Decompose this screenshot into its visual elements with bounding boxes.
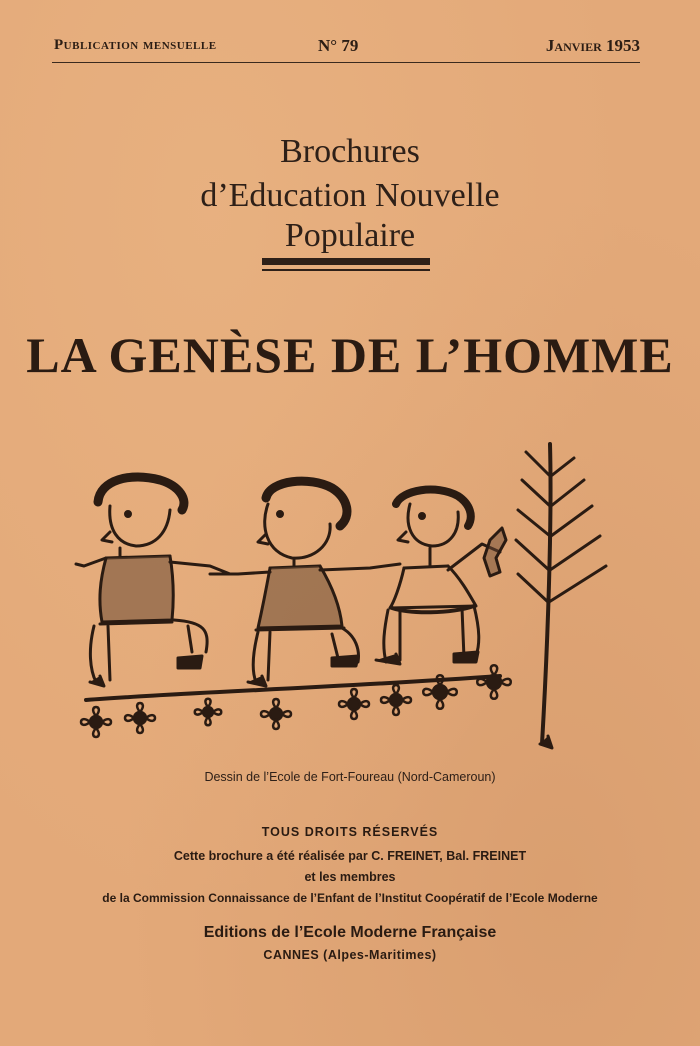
brochure-title: LA GENÈSE DE L’HOMME (26, 327, 674, 383)
decorative-rule (262, 258, 430, 265)
child-figure-2 (210, 481, 400, 686)
child-figure-3 (376, 490, 506, 664)
issue-date: Janvier 1953 (545, 36, 640, 55)
series-title-line-3: Populaire (284, 217, 416, 254)
series-title-line-1: Brochures (280, 133, 420, 170)
rights-reserved-notice: TOUS DROITS RÉSERVÉS (261, 825, 439, 839)
tree-drawing (516, 444, 606, 748)
issue-number: N° 79 (318, 36, 359, 55)
publisher-city: CANNES (Alpes-Maritimes) (263, 948, 437, 962)
publisher-name: Editions de l’Ecole Moderne Française (203, 924, 497, 941)
decorative-rule-thin (262, 269, 430, 271)
commission-line: de la Commission Connaissance de l’Enfant de l’Institut Coopératif de l’Ecole Moderne (102, 891, 598, 905)
flower-row (81, 665, 511, 737)
child-figure-1 (76, 477, 230, 686)
series-title-line-2: d’Education Nouvelle (200, 177, 500, 214)
periodicity-label: Publication mensuelle (54, 37, 217, 53)
child-drawing-illustration (70, 440, 630, 760)
publication-header (52, 36, 640, 63)
members-line: et les membres (304, 870, 396, 884)
illustration-caption: Dessin de l’Ecole de Fort-Foureau (Nord-Cameroun) (204, 770, 496, 784)
authors-line: Cette brochure a été réalisée par C. FREINET, Bal. FREINET (173, 849, 527, 863)
